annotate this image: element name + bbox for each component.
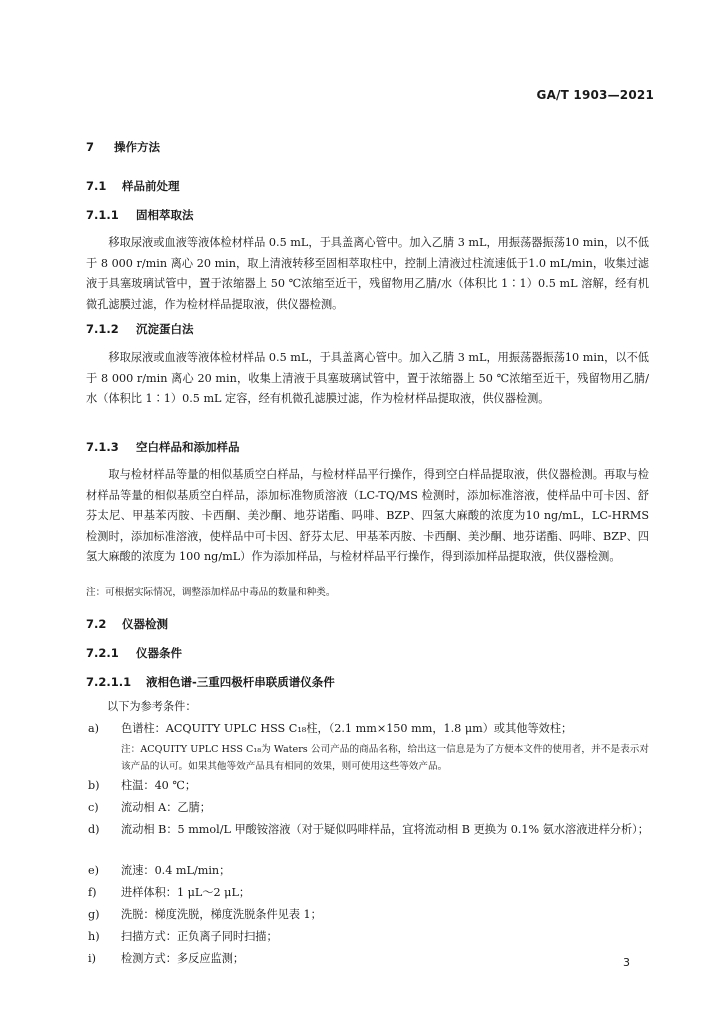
condition-label: h) [88,930,100,943]
section-heading-7-2-1 [86,645,182,661]
paragraph-7-1-1: 移取尿液或血液等液体检材样品 0.5 mL，于具盖离心管中。加入乙腈 3 mL，用振荡器振荡10 min，以不低于 8 000 r/min 离心 20 min，取上清液转移至固相萃取柱中，控制上清液过柱流速低于1.0 mL/min，收集过滤液于具塞玻璃试管中，置于浓缩器上 50 ℃浓缩至近干，残留物用乙腈/水（体积比 1∶1）0.5 mL 溶解，经有机微孔滤膜过滤，作为检材样品提取液，供仪器检测。 [86,236,649,311]
condition-item [86,776,649,796]
conditions-intro: 以下为参考条件： [107,700,197,713]
standard-code: GA/T 1903—2021 [536,88,654,102]
condition-text: 扫描方式：正负离子同时扫描； [121,930,278,943]
condition-label: f) [88,886,97,899]
condition-text: 色谱柱：ACQUITY UPLC HSS C₁₈柱，（2.1 mm×150 mm，1.8 μm）或其他等效柱； [121,722,573,735]
section-number: 7.1.1 [86,208,119,222]
section-number: 7.1.2 [86,322,119,336]
condition-label: g) [88,908,100,921]
condition-text: 洗脱：梯度洗脱，梯度洗脱条件见表 1； [121,908,322,921]
section-heading-7-2-1-1 [86,674,335,690]
section-title: 固相萃取法 [136,208,194,222]
condition-item [86,949,649,969]
section-number: 7.2 [86,617,107,631]
section-title: 空白样品和添加样品 [136,440,240,454]
section-heading-7-2 [86,616,168,632]
condition-label: c) [88,801,99,814]
section-heading-7-1-3 [86,439,240,455]
section-number: 7.1.3 [86,440,119,454]
condition-text: 检测方式：多反应监测； [121,952,245,965]
condition-label: b) [88,779,100,792]
paragraph-7-1-3: 取与检材样品等量的相似基质空白样品，与检材样品平行操作，得到空白样品提取液，供仪器检测。再取与检材样品等量的相似基质空白样品，添加标准物质溶液（LC-TQ/MS 检测时，添加标准溶液，使样品中可卡因、舒芬太尼、甲基苯丙胺、卡西酮、美沙酮、地芬诺酯、吗啡、BZP、四氢大麻酸的浓度为10 ng/mL，LC-HRMS 检测时，添加标准溶液，使样品中可卡因、舒芬太尼、甲基苯丙胺、卡西酮、美沙酮、地芬诺酯、吗啡、BZP、四氢大麻酸的浓度为 100 ng/mL）作为添加样品，与检材样品平行操作，得到添加样品提取液，供仪器检测。 [86,468,649,563]
section-heading-7 [86,139,160,155]
section-heading-7-1-2 [86,321,194,337]
condition-item [86,820,649,840]
section-title: 液相色谱-三重四极杆串联质谱仪条件 [146,675,335,689]
condition-label: a) [88,722,100,735]
section-number: 7.2.1 [86,646,119,660]
condition-label: i) [88,952,96,965]
section-heading-7-1-1 [86,207,194,223]
section-number: 7.2.1.1 [86,675,132,689]
condition-item [86,719,649,739]
trademark-note: 注：ACQUITY UPLC HSS C₁₈为 Waters 公司产品的商品名称，给出这一信息是为了方便本文件的使用者，并不是表示对该产品的认可。如果其他等效产品具有相同的效果，则可使用这些等效产品。 [121,744,649,772]
section-number: 7 [86,140,95,154]
condition-label: e) [88,864,99,877]
condition-item [86,861,649,881]
condition-label: d) [88,823,100,836]
condition-text: 进样体积：1 μL～2 μL； [121,886,251,899]
condition-text: 流动相 A：乙腈； [121,801,211,814]
section-number: 7.1 [86,179,107,193]
page-number: 3 [623,956,630,969]
section-title: 样品前处理 [122,179,180,193]
section-heading-7-1 [86,178,180,194]
condition-item [86,798,649,818]
condition-item [86,905,649,925]
section-title: 操作方法 [114,140,160,154]
condition-text: 流速：0.4 mL/min； [121,864,231,877]
condition-text: 流动相 B：5 mmol/L 甲酸铵溶液（对于疑似吗啡样品，宜将流动相 B 更换为 0.1% 氨水溶液进样分析）； [121,823,649,836]
note-7-1-3: 注：可根据实际情况，调整添加样品中毒品的数量和种类。 [86,587,336,598]
condition-item [86,883,649,903]
section-title: 仪器条件 [136,646,182,660]
paragraph-7-1-2: 移取尿液或血液等液体检材样品 0.5 mL，于具盖离心管中。加入乙腈 3 mL，用振荡器振荡10 min，以不低于 8 000 r/min 离心 20 min，收集上清液于具塞玻璃试管中，置于浓缩器上 50 ℃浓缩至近干，残留物用乙腈/水（体积比 1∶1）0.5 mL 定容，经有机微孔滤膜过滤，作为检材样品提取液，供仪器检测。 [86,351,649,405]
section-title: 仪器检测 [122,617,168,631]
condition-text: 柱温：40 ℃； [121,779,197,792]
condition-item [86,927,649,947]
section-title: 沉淀蛋白法 [136,322,194,336]
